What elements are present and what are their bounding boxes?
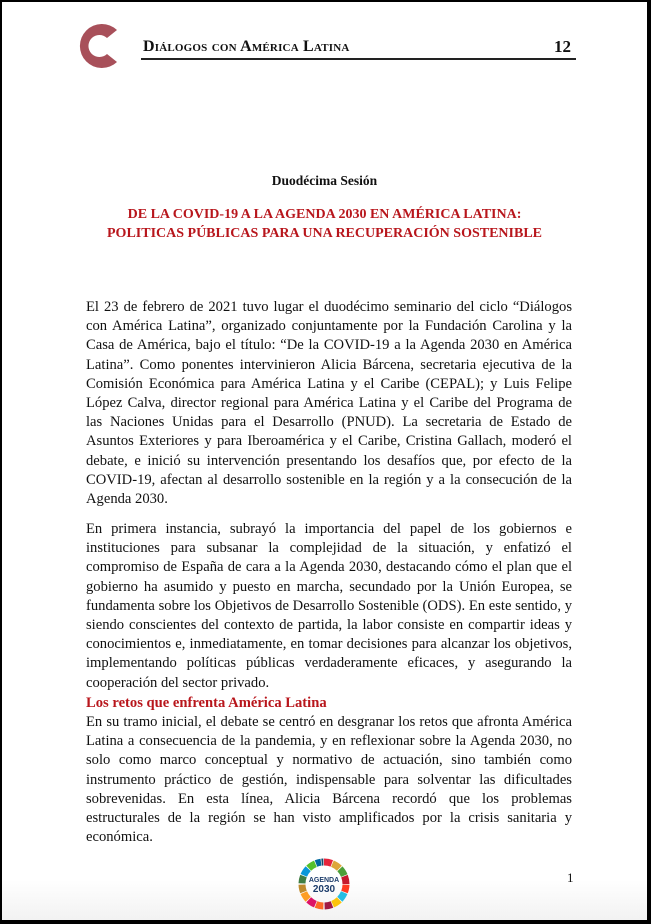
session-title (2, 205, 647, 243)
header-rule (141, 58, 576, 60)
session-title-line-1: DE LA COVID-19 A LA AGENDA 2030 EN AMÉRICA LATINA: (127, 207, 522, 222)
fundacion-carolina-logo-icon (77, 20, 121, 72)
body-paragraph: En primera instancia, subrayó la importancia del papel de los gobiernos e instituciones para subsanar la complejidad de la situación, y enfatizó el compromiso de España de cara a la Agenda 2030, destacando cómo el plan que el gobierno ha asumido y puesto en marcha, secundado por la Unión Europea, se fundamenta sobre los Objetivos de Desarrollo Sostenible (ODS). En este sentido, y siendo conscientes del contexto de partida, la labor consiste en compartir ideas y conocimientos e, inmediatamente, en tomar decisiones para alcanzar los objetivos, implementando políticas públicas verdaderamente eficaces, y asegurando la cooperación del sector privado. (86, 521, 572, 691)
agenda-logo-text-2: 2030 (312, 884, 336, 895)
running-header-title: Diálogos con América Latina (143, 38, 350, 55)
section-paragraph: En su tramo inicial, el debate se centró en desgranar los retos que afronta América Latina a consecuencia de la pandemia, y en reflexionar sobre la Agenda 2030, no solo como marco conceptual y normativo de actuación, sino también como instrumento práctico de gestión, indispensable para solventar las dificultades sobrevenidas. En esta línea, Alicia Bárcena recordó que los problemas estructurales de la región se han visto amplificados por la crisis sanitaria y económica. (86, 714, 572, 846)
session-label: Duodécima Sesión (271, 173, 378, 188)
document-page (2, 2, 647, 920)
section-heading: Los retos que enfrenta América Latina (86, 695, 327, 711)
session-title-line-2: POLITICAS PÚBLICAS PARA UNA RECUPERACIÓN SOSTENIBLE (107, 226, 542, 241)
page-number: 1 (567, 870, 574, 885)
body-paragraph: El 23 de febrero de 2021 tuvo lugar el duodécimo seminario del ciclo “Diálogos con América Latina”, organizado conjuntamente por la Fundación Carolina y la Casa de América, bajo el título: “De la COVID-19 a la Agenda 2030 en América Latina”. Como ponentes intervinieron Alicia Bárcena, secretaria ejecutiva de la Comisión Económica para América Latina y el Caribe (CEPAL); y Luis Felipe López Calva, director regional para América Latina y el Caribe del Programa de las Naciones Unidas para el Desarrollo (PNUD). La secretaria de Estado de Asuntos Exteriores y para Iberoamérica y el Caribe, Cristina Gallach, moderó el debate, e inició su intervención presentando los desafíos que, por efecto de la COVID-19, afectan al desarrollo sostenible en la región y a la consecución de la Agenda 2030. (86, 299, 572, 508)
running-header-page-ref: 12 (554, 37, 571, 56)
agenda-2030-logo-icon (297, 857, 351, 911)
agenda-logo-text-1: AGENDA (308, 877, 340, 884)
